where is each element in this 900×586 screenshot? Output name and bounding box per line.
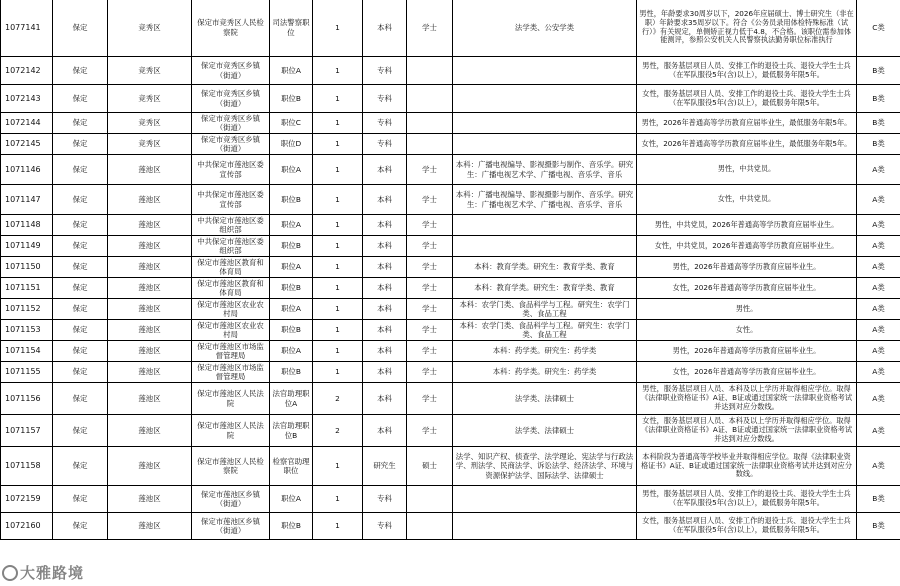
cell-note: 男性，年龄要求30周岁以下，2026年应届硕士、博士研究生（非在职）年龄要求35周岁以下。符合《公务员录用体检特殊标准（试行）》有关规定，单侧矫正视力低于4.8，不合格。该职位需参加体能测评，参照公安机关人民警察执法勤务职位标准执行 xyxy=(637,0,857,57)
cell-note: 男性，中共党员，2026年普通高等学历教育应届毕业生。 xyxy=(637,215,857,236)
cell-major: 法学类、法律硕士 xyxy=(453,415,637,447)
cell-city: 保定 xyxy=(53,415,108,447)
cell-major xyxy=(453,215,637,236)
cell-edu: 本科 xyxy=(363,415,407,447)
cell-category: A类 xyxy=(857,362,900,383)
cell-degree: 学士 xyxy=(407,215,453,236)
cell-category: A类 xyxy=(857,278,900,299)
cell-edu: 本科 xyxy=(363,257,407,278)
cell-degree xyxy=(407,134,453,155)
cell-note: 男性，2026年普通高等学历教育应届毕业生。 xyxy=(637,257,857,278)
cell-unit: 保定市竞秀区乡镇（街道） xyxy=(192,113,270,134)
cell-position: 职位B xyxy=(270,320,313,341)
cell-unit: 保定市竞秀区人民检察院 xyxy=(192,0,270,57)
cell-position: 法官助理职位A xyxy=(270,383,313,415)
cell-category: A类 xyxy=(857,320,900,341)
cell-edu: 研究生 xyxy=(363,447,407,486)
cell-note: 男性，服务基层项目人员、安排工作的退役士兵、退役大学生士兵（在军队服役5年(含)以上），最低服务年限5年。 xyxy=(637,57,857,85)
cell-code: 1072142 xyxy=(1,57,53,85)
table-row xyxy=(1,155,900,185)
cell-city: 保定 xyxy=(53,155,108,185)
cell-district: 莲池区 xyxy=(108,320,192,341)
cell-num: 1 xyxy=(313,236,363,257)
cell-district: 莲池区 xyxy=(108,257,192,278)
cell-major xyxy=(453,513,637,540)
cell-district: 莲池区 xyxy=(108,215,192,236)
cell-position: 检察官助理职位 xyxy=(270,447,313,486)
table-row xyxy=(1,113,900,134)
cell-degree xyxy=(407,57,453,85)
cell-position: 职位A xyxy=(270,299,313,320)
table-row xyxy=(1,299,900,320)
cell-edu: 本科 xyxy=(363,299,407,320)
cell-edu: 本科 xyxy=(363,185,407,215)
cell-category: A类 xyxy=(857,383,900,415)
cell-position: 职位B xyxy=(270,513,313,540)
cell-category: B类 xyxy=(857,85,900,113)
cell-code: 1071151 xyxy=(1,278,53,299)
cell-num: 1 xyxy=(313,320,363,341)
table-row xyxy=(1,278,900,299)
cell-position: 职位B xyxy=(270,85,313,113)
cell-degree xyxy=(407,113,453,134)
cell-position: 职位A xyxy=(270,341,313,362)
cell-district: 竞秀区 xyxy=(108,134,192,155)
cell-degree: 学士 xyxy=(407,341,453,362)
cell-code: 1071152 xyxy=(1,299,53,320)
watermark-logo-icon xyxy=(2,565,18,581)
cell-edu: 专科 xyxy=(363,85,407,113)
cell-unit: 保定市莲池区市场监督管理局 xyxy=(192,362,270,383)
cell-major: 本科：药学类。研究生：药学类 xyxy=(453,362,637,383)
table-row xyxy=(1,85,900,113)
cell-category: A类 xyxy=(857,236,900,257)
cell-code: 1072160 xyxy=(1,513,53,540)
cell-note: 女性，服务基层项目人员、本科及以上学历并取得相应学位。取得《法律职业资格证书》A证、B证或通过国家统一法律职业资格考试并达到对应分数线。 xyxy=(637,415,857,447)
cell-city: 保定 xyxy=(53,134,108,155)
cell-district: 竞秀区 xyxy=(108,85,192,113)
cell-district: 竞秀区 xyxy=(108,57,192,85)
cell-district: 莲池区 xyxy=(108,362,192,383)
table-row xyxy=(1,215,900,236)
cell-category: A类 xyxy=(857,415,900,447)
cell-note: 男性，中共党员。 xyxy=(637,155,857,185)
cell-category: A类 xyxy=(857,155,900,185)
cell-code: 1072143 xyxy=(1,85,53,113)
cell-major: 法学类、公安学类 xyxy=(453,0,637,57)
cell-position: 职位A xyxy=(270,57,313,85)
cell-edu: 专科 xyxy=(363,486,407,513)
cell-degree xyxy=(407,513,453,540)
cell-note: 女性。 xyxy=(637,320,857,341)
cell-note: 女性，2026年普通高等学历教育应届毕业生。 xyxy=(637,278,857,299)
cell-position: 职位B xyxy=(270,236,313,257)
cell-note: 男性，服务基层项目人员、本科及以上学历并取得相应学位。取得《法律职业资格证书》A证、B证或通过国家统一法律职业资格考试并达到对应分数线。 xyxy=(637,383,857,415)
cell-degree xyxy=(407,85,453,113)
cell-edu: 专科 xyxy=(363,113,407,134)
table-row xyxy=(1,341,900,362)
cell-edu: 本科 xyxy=(363,362,407,383)
cell-district: 莲池区 xyxy=(108,278,192,299)
cell-note: 女性，2026年普通高等学历教育应届毕业生，最低服务年限5年。 xyxy=(637,134,857,155)
cell-code: 1071149 xyxy=(1,236,53,257)
table-row xyxy=(1,362,900,383)
table-row xyxy=(1,415,900,447)
cell-district: 莲池区 xyxy=(108,185,192,215)
table-row xyxy=(1,513,900,540)
cell-major: 本科：教育学类。研究生：教育学类、教育 xyxy=(453,278,637,299)
cell-category: A类 xyxy=(857,341,900,362)
cell-edu: 本科 xyxy=(363,341,407,362)
cell-unit: 保定市莲池区市场监督管理局 xyxy=(192,341,270,362)
cell-degree: 学士 xyxy=(407,236,453,257)
cell-district: 竞秀区 xyxy=(108,0,192,57)
cell-code: 1071153 xyxy=(1,320,53,341)
cell-unit: 保定市莲池区人民法院 xyxy=(192,415,270,447)
cell-city: 保定 xyxy=(53,278,108,299)
cell-code: 1072145 xyxy=(1,134,53,155)
cell-position: 职位B xyxy=(270,185,313,215)
cell-major xyxy=(453,486,637,513)
cell-edu: 本科 xyxy=(363,320,407,341)
table-row xyxy=(1,447,900,486)
cell-degree: 学士 xyxy=(407,299,453,320)
cell-major: 本科：广播电视编导、影视摄影与制作、音乐学。研究生：广播电视艺术学、广播电视、音乐学、音乐 xyxy=(453,185,637,215)
cell-degree: 学士 xyxy=(407,320,453,341)
table-row xyxy=(1,0,900,57)
cell-degree: 学士 xyxy=(407,415,453,447)
cell-city: 保定 xyxy=(53,383,108,415)
cell-position: 职位C xyxy=(270,113,313,134)
cell-num: 1 xyxy=(313,85,363,113)
cell-note: 男性，2026年普通高等学历教育应届毕业生。 xyxy=(637,341,857,362)
cell-major xyxy=(453,113,637,134)
cell-category: B类 xyxy=(857,57,900,85)
cell-code: 1071154 xyxy=(1,341,53,362)
cell-num: 1 xyxy=(313,134,363,155)
cell-district: 莲池区 xyxy=(108,513,192,540)
cell-degree: 学士 xyxy=(407,362,453,383)
cell-edu: 专科 xyxy=(363,57,407,85)
cell-city: 保定 xyxy=(53,185,108,215)
cell-city: 保定 xyxy=(53,236,108,257)
cell-num: 1 xyxy=(313,257,363,278)
cell-num: 1 xyxy=(313,215,363,236)
cell-unit: 保定市莲池区农业农村局 xyxy=(192,320,270,341)
cell-code: 1071156 xyxy=(1,383,53,415)
cell-major: 法学、知识产权、侦查学、法学理论、宪法学与行政法学、刑法学、民商法学、诉讼法学、经济法学、环境与资源保护法学、国际法学、法律硕士 xyxy=(453,447,637,486)
cell-position: 职位B xyxy=(270,278,313,299)
cell-city: 保定 xyxy=(53,113,108,134)
cell-degree: 学士 xyxy=(407,383,453,415)
cell-unit: 保定市莲池区农业农村局 xyxy=(192,299,270,320)
cell-position: 司法警察职位 xyxy=(270,0,313,57)
cell-city: 保定 xyxy=(53,215,108,236)
cell-num: 1 xyxy=(313,185,363,215)
cell-unit: 保定市竞秀区乡镇（街道） xyxy=(192,134,270,155)
cell-position: 职位A xyxy=(270,257,313,278)
cell-category: A类 xyxy=(857,257,900,278)
cell-category: B类 xyxy=(857,513,900,540)
table-row xyxy=(1,257,900,278)
cell-unit: 中共保定市莲池区委宣传部 xyxy=(192,155,270,185)
cell-district: 莲池区 xyxy=(108,299,192,320)
cell-city: 保定 xyxy=(53,320,108,341)
cell-category: B类 xyxy=(857,486,900,513)
cell-edu: 本科 xyxy=(363,155,407,185)
cell-major: 法学类、法律硕士 xyxy=(453,383,637,415)
cell-edu: 本科 xyxy=(363,0,407,57)
cell-num: 1 xyxy=(313,341,363,362)
cell-district: 莲池区 xyxy=(108,447,192,486)
table-row xyxy=(1,383,900,415)
table-row xyxy=(1,134,900,155)
cell-district: 莲池区 xyxy=(108,383,192,415)
cell-unit: 保定市莲池区教育和体育局 xyxy=(192,278,270,299)
cell-city: 保定 xyxy=(53,486,108,513)
cell-num: 1 xyxy=(313,362,363,383)
cell-city: 保定 xyxy=(53,513,108,540)
cell-position: 职位D xyxy=(270,134,313,155)
cell-major: 本科：农学门类、食品科学与工程。研究生：农学门类、食品工程 xyxy=(453,320,637,341)
cell-edu: 本科 xyxy=(363,215,407,236)
cell-code: 1071146 xyxy=(1,155,53,185)
cell-category: A类 xyxy=(857,299,900,320)
cell-city: 保定 xyxy=(53,0,108,57)
cell-category: B类 xyxy=(857,134,900,155)
cell-code: 1071148 xyxy=(1,215,53,236)
watermark xyxy=(2,562,84,583)
cell-note: 男性，服务基层项目人员、安排工作的退役士兵、退役大学生士兵（在军队服役5年(含)以上），最低服务年限5年。 xyxy=(637,486,857,513)
cell-code: 1071157 xyxy=(1,415,53,447)
cell-num: 1 xyxy=(313,447,363,486)
cell-city: 保定 xyxy=(53,341,108,362)
cell-major xyxy=(453,236,637,257)
cell-unit: 保定市莲池区教育和体育局 xyxy=(192,257,270,278)
cell-code: 1072159 xyxy=(1,486,53,513)
cell-district: 莲池区 xyxy=(108,486,192,513)
cell-num: 1 xyxy=(313,278,363,299)
cell-edu: 本科 xyxy=(363,236,407,257)
cell-note: 本科阶段为普通高等学校毕业并取得相应学位。取得《法律职业资格证书》A证、B证或通过国家统一法律职业资格考试并达到对应分数线。 xyxy=(637,447,857,486)
cell-position: 职位A xyxy=(270,215,313,236)
cell-category: A类 xyxy=(857,215,900,236)
cell-category: C类 xyxy=(857,0,900,57)
cell-code: 1071158 xyxy=(1,447,53,486)
cell-unit: 中共保定市莲池区委组织部 xyxy=(192,215,270,236)
table-body xyxy=(1,0,900,540)
cell-major xyxy=(453,134,637,155)
cell-city: 保定 xyxy=(53,85,108,113)
cell-num: 1 xyxy=(313,113,363,134)
cell-major: 本科：药学类。研究生：药学类 xyxy=(453,341,637,362)
cell-note: 女性，中共党员，2026年普通高等学历教育应届毕业生。 xyxy=(637,236,857,257)
cell-unit: 中共保定市莲池区委宣传部 xyxy=(192,185,270,215)
cell-edu: 本科 xyxy=(363,278,407,299)
watermark-text: 大雅路境 xyxy=(20,564,85,582)
cell-unit: 保定市莲池区乡镇（街道） xyxy=(192,513,270,540)
cell-district: 莲池区 xyxy=(108,341,192,362)
cell-edu: 专科 xyxy=(363,134,407,155)
table-row xyxy=(1,57,900,85)
table-row xyxy=(1,320,900,341)
cell-unit: 保定市竞秀区乡镇（街道） xyxy=(192,57,270,85)
cell-major: 本科：教育学类。研究生：教育学类、教育 xyxy=(453,257,637,278)
cell-district: 竞秀区 xyxy=(108,113,192,134)
cell-unit: 保定市莲池区人民法院 xyxy=(192,383,270,415)
cell-city: 保定 xyxy=(53,299,108,320)
cell-edu: 专科 xyxy=(363,513,407,540)
cell-district: 莲池区 xyxy=(108,155,192,185)
cell-num: 1 xyxy=(313,486,363,513)
table-row xyxy=(1,486,900,513)
cell-position: 职位A xyxy=(270,486,313,513)
cell-unit: 中共保定市莲池区委组织部 xyxy=(192,236,270,257)
cell-major: 本科：农学门类、食品科学与工程。研究生：农学门类、食品工程 xyxy=(453,299,637,320)
cell-degree: 学士 xyxy=(407,278,453,299)
cell-note: 男性。 xyxy=(637,299,857,320)
cell-num: 1 xyxy=(313,513,363,540)
cell-city: 保定 xyxy=(53,257,108,278)
cell-major xyxy=(453,57,637,85)
cell-note: 女性，服务基层项目人员、安排工作的退役士兵、退役大学生士兵（在军队服役5年(含)以上），最低服务年限5年。 xyxy=(637,513,857,540)
cell-position: 法官助理职位B xyxy=(270,415,313,447)
table-row xyxy=(1,185,900,215)
cell-major xyxy=(453,85,637,113)
cell-code: 1071155 xyxy=(1,362,53,383)
cell-district: 莲池区 xyxy=(108,236,192,257)
cell-note: 男性，2026年普通高等学历教育应届毕业生，最低服务年限5年。 xyxy=(637,113,857,134)
cell-code: 1071147 xyxy=(1,185,53,215)
cell-degree: 学士 xyxy=(407,185,453,215)
cell-num: 2 xyxy=(313,383,363,415)
cell-category: A类 xyxy=(857,185,900,215)
cell-unit: 保定市竞秀区乡镇（街道） xyxy=(192,85,270,113)
cell-degree: 硕士 xyxy=(407,447,453,486)
cell-degree xyxy=(407,486,453,513)
cell-position: 职位A xyxy=(270,155,313,185)
table-row xyxy=(1,236,900,257)
cell-num: 1 xyxy=(313,0,363,57)
cell-code: 1071150 xyxy=(1,257,53,278)
cell-num: 1 xyxy=(313,155,363,185)
cell-city: 保定 xyxy=(53,57,108,85)
cell-major: 本科：广播电视编导、影视摄影与制作、音乐学。研究生：广播电视艺术学、广播电视、音乐学、音乐 xyxy=(453,155,637,185)
cell-category: B类 xyxy=(857,113,900,134)
cell-note: 女性，服务基层项目人员、安排工作的退役士兵、退役大学生士兵（在军队服役5年(含)以上），最低服务年限5年。 xyxy=(637,85,857,113)
cell-unit: 保定市莲池区人民检察院 xyxy=(192,447,270,486)
cell-position: 职位B xyxy=(270,362,313,383)
cell-code: 1077141 xyxy=(1,0,53,57)
cell-city: 保定 xyxy=(53,447,108,486)
cell-num: 1 xyxy=(313,299,363,320)
cell-num: 2 xyxy=(313,415,363,447)
cell-degree: 学士 xyxy=(407,257,453,278)
cell-edu: 本科 xyxy=(363,383,407,415)
cell-code: 1072144 xyxy=(1,113,53,134)
cell-city: 保定 xyxy=(53,362,108,383)
cell-unit: 保定市莲池区乡镇（街道） xyxy=(192,486,270,513)
cell-category: A类 xyxy=(857,447,900,486)
cell-note: 女性，2026年普通高等学历教育应届毕业生。 xyxy=(637,362,857,383)
cell-note: 女性，中共党员。 xyxy=(637,185,857,215)
cell-district: 莲池区 xyxy=(108,415,192,447)
cell-degree: 学士 xyxy=(407,155,453,185)
cell-degree: 学士 xyxy=(407,0,453,57)
cell-num: 1 xyxy=(313,57,363,85)
